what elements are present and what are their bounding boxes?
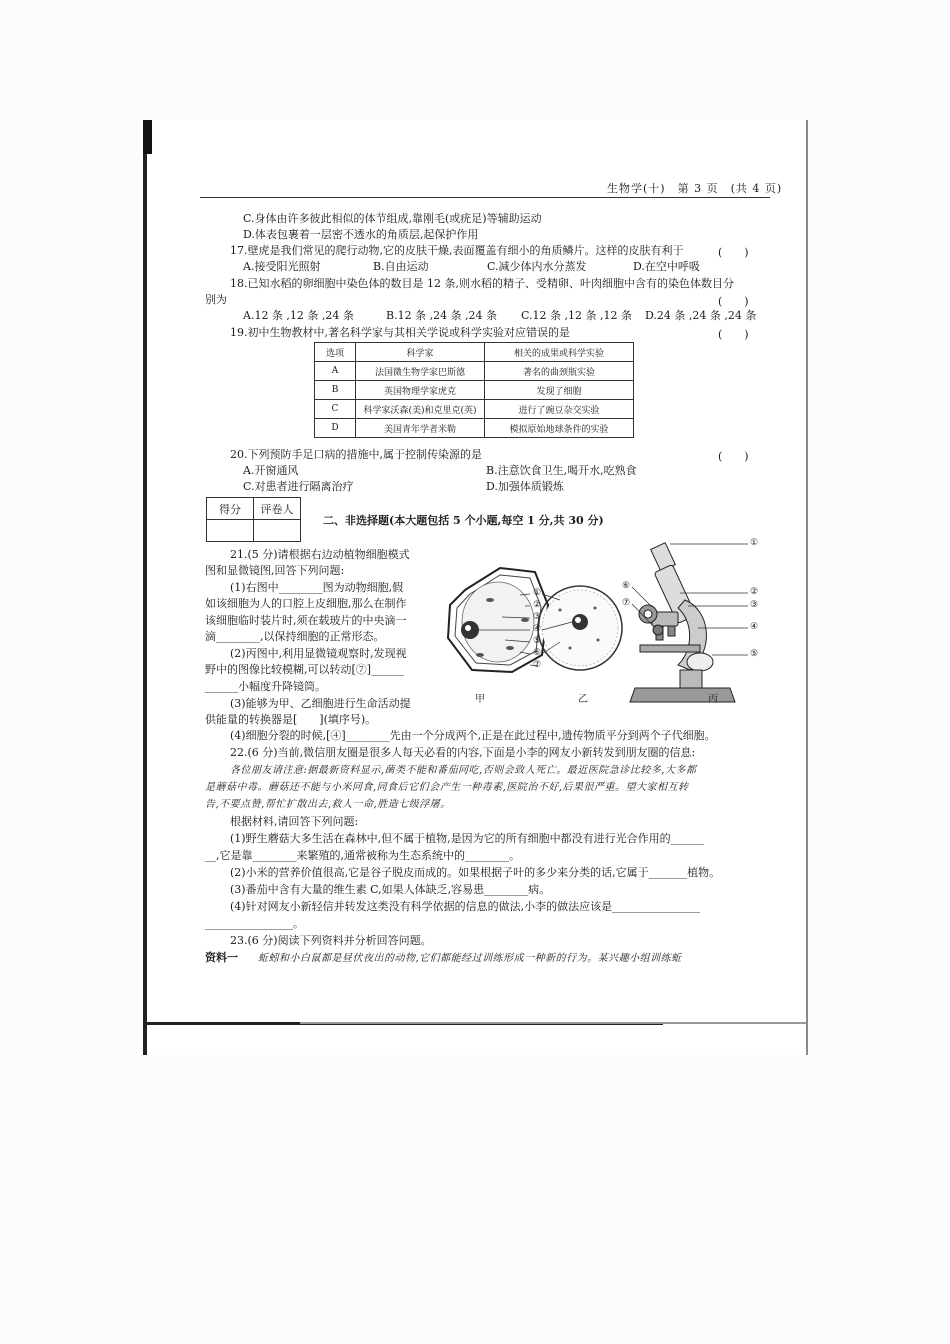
table-cell: 进行了豌豆杂交实验 xyxy=(485,400,634,419)
scope-label-4: ④ xyxy=(750,622,759,632)
q21-stem: 21.(5 分)请根据右边动植物细胞模式 xyxy=(230,548,410,561)
q17-option-c: C.减少体内水分蒸发 xyxy=(487,260,587,273)
q20-option-d: D.加强体质锻炼 xyxy=(486,480,564,493)
q21-part2-l2: 野中的图像比较模糊,可以转动[⑦]______ xyxy=(205,663,405,676)
q22-part4-l2: ________________。 xyxy=(205,917,304,930)
score-cell xyxy=(207,520,254,542)
q18-stem-cont: 别为 xyxy=(205,293,227,306)
score-box xyxy=(206,497,301,542)
table-cell: A xyxy=(315,362,356,381)
caption-bing: 丙 xyxy=(708,694,718,705)
table-cell: 模拟原始地球条件的实验 xyxy=(485,419,634,438)
cell-label-1: ① xyxy=(533,588,542,598)
caption-jia: 甲 xyxy=(475,694,485,705)
table-row xyxy=(315,419,634,438)
table-header-cell: 选项 xyxy=(315,343,356,362)
q20-option-a: A.开窗通风 xyxy=(243,464,299,477)
table-cell: 发现了细胞 xyxy=(485,381,634,400)
caption-yi: 乙 xyxy=(578,694,588,705)
q21-part2: (2)丙图中,利用显微镜观察时,发现视 xyxy=(230,647,407,660)
table-cell: 英国物理学家虎克 xyxy=(356,381,485,400)
cell-label-4: ④ xyxy=(533,624,542,634)
q21-part3: (3)能够为甲、乙细胞进行生命活动提 xyxy=(230,697,411,710)
q22-stem: 22.(6 分)当前,微信朋友圈是很多人每天必看的内容,下面是小李的网友小新转发到朋友圈的信息: xyxy=(230,746,696,759)
q16-option-d: D.体表包裹着一层密不透水的角质层,起保护作用 xyxy=(243,228,479,241)
table-cell: 著名的曲颈瓶实验 xyxy=(485,362,634,381)
page-right-border xyxy=(806,120,808,1055)
q21-stem-cont: 图和显微镜图,回答下列问题: xyxy=(205,564,345,577)
scope-label-6: ⑥ xyxy=(622,581,631,591)
header-rule xyxy=(200,197,770,198)
q19-answer-paren: ( ) xyxy=(718,328,749,341)
wechat-message-l3: 告,不要点赞,帮忙扩散出去,救人一命,胜造七级浮屠。 xyxy=(205,799,451,810)
table-cell: C xyxy=(315,400,356,419)
table-header-cell: 科学家 xyxy=(356,343,485,362)
q22-part1-l2: __,它是靠________来繁殖的,通常被称为生态系统中的________。 xyxy=(205,849,520,862)
table-header-row xyxy=(315,343,634,362)
q18-stem: 18.已知水稻的卵细胞中染色体的数目是 12 条,则水稻的精子、受精卵、叶肉细胞中含有的染色体数目分 xyxy=(230,277,734,290)
section-two-title: 二、非选择题(本大题包括 5 个小题,每空 1 分,共 30 分) xyxy=(323,514,604,527)
page-header: 生物学(十) 第 3 页 (共 4 页) xyxy=(607,182,783,195)
score-label: 得分 xyxy=(207,498,254,520)
table-row xyxy=(315,381,634,400)
cell-label-6: ⑥ xyxy=(533,648,542,658)
q22-part2: (2)小米的营养价值很高,它是谷子脱皮而成的。如果根据子叶的多少来分类的话,它属于_______植物。 xyxy=(230,866,721,879)
q21-part1: (1)右图中________图为动物细胞,假 xyxy=(230,581,404,594)
q23-stem: 23.(6 分)阅读下列资料并分析回答问题。 xyxy=(230,934,432,947)
table-header-cell: 相关的成果或科学实验 xyxy=(485,343,634,362)
q19-stem: 19.初中生物教材中,著名科学家与其相关学说或科学实验对应错误的是 xyxy=(230,326,570,339)
cell-label-7: ⑦ xyxy=(533,660,542,670)
table-cell: D xyxy=(315,419,356,438)
q17-option-a: A.接受阳光照射 xyxy=(243,260,321,273)
q20-option-b: B.注意饮食卫生,喝开水,吃熟食 xyxy=(486,464,637,477)
q21-part2-l3: ______小幅度升降镜筒。 xyxy=(205,680,326,693)
table-row xyxy=(315,400,634,419)
q18-answer-paren: ( ) xyxy=(718,295,749,308)
page-corner-mark xyxy=(143,120,152,154)
q21-part1-l3: 该细胞临时装片时,须在载玻片的中央滴一 xyxy=(205,614,407,627)
q18-option-b: B.12 条 ,24 条 ,24 条 xyxy=(386,309,498,322)
q21-part3-l2: 供能量的转换器是[ ](填序号)。 xyxy=(205,713,377,726)
q18-option-d: D.24 条 ,24 条 ,24 条 xyxy=(645,309,757,322)
q22-part4: (4)针对网友小新轻信并转发这类没有科学依据的信息的做法,小李的做法应该是________________ xyxy=(230,900,701,913)
cell-microscope-figure xyxy=(430,530,770,715)
q18-option-c: C.12 条 ,12 条 ,12 条 xyxy=(521,309,632,322)
scope-label-5: ⑤ xyxy=(750,649,759,659)
page-left-border xyxy=(143,120,147,1055)
q22-intro: 根据材料,请回答下列问题: xyxy=(230,815,359,828)
wechat-message-l1: 各位朋友请注意:据最新资料显示,菌类不能和番茄同吃,否则会致人死亡。最近医院急诊比较多,大多都 xyxy=(230,765,697,776)
scope-label-7: ⑦ xyxy=(622,598,631,608)
q20-answer-paren: ( ) xyxy=(718,450,749,463)
q18-option-a: A.12 条 ,12 条 ,24 条 xyxy=(243,309,354,322)
microscope-diagram xyxy=(630,543,735,702)
q20-stem: 20.下列预防手足口病的措施中,属于控制传染源的是 xyxy=(230,448,482,461)
q22-part3: (3)番茄中含有大量的维生素 C,如果人体缺乏,容易患________病。 xyxy=(230,883,551,896)
grader-cell xyxy=(254,520,301,542)
cell-label-5: ⑤ xyxy=(533,636,542,646)
table-cell: 科学家沃森(美)和克里克(英) xyxy=(356,400,485,419)
table-cell: 法国微生物学家巴斯德 xyxy=(356,362,485,381)
q17-option-b: B.自由运动 xyxy=(373,260,429,273)
material-one-text: 蚯蚓和小白鼠都是昼伏夜出的动物,它们都能经过训练形成一种新的行为。某兴趣小组训练蚯 xyxy=(258,953,682,964)
wechat-message-l2: 是蘑菇中毒。蘑菇还不能与小米同食,同食后它们会产生一种毒素,医院治不好,后果很严重。望大家相互转 xyxy=(205,782,689,793)
page-bottom-border-light xyxy=(300,1022,807,1024)
q17-answer-paren: ( ) xyxy=(718,246,749,259)
scope-label-2: ② xyxy=(750,587,759,597)
cell-label-2: ② xyxy=(533,600,542,610)
material-one-label: 资料一 xyxy=(205,951,238,964)
q17-option-d: D.在空中呼吸 xyxy=(633,260,700,273)
q22-part1: (1)野生蘑菇大多生活在森林中,但不属于植物,是因为它的所有细胞中都没有进行光合作用的______ xyxy=(230,832,704,845)
table-cell: 美国青年学者米勒 xyxy=(356,419,485,438)
table-cell: B xyxy=(315,381,356,400)
q16-option-c: C.身体由许多彼此相似的体节组成,靠刚毛(或疣足)等辅助运动 xyxy=(243,212,542,225)
scientist-table xyxy=(314,342,634,438)
q21-part1-l2: 如该细胞为人的口腔上皮细胞,那么在制作 xyxy=(205,597,407,610)
scope-label-1: ① xyxy=(750,538,759,548)
q21-part1-l4: 滴________,以保持细胞的正常形态。 xyxy=(205,630,385,643)
q17-stem: 17.壁虎是我们常见的爬行动物,它的皮肤干燥,表面覆盖有细小的角质鳞片。这样的皮肤有利于 xyxy=(230,244,684,257)
cell-label-3: ③ xyxy=(533,612,542,622)
grader-label: 评卷人 xyxy=(254,498,301,520)
scope-label-3: ③ xyxy=(750,600,759,610)
table-row xyxy=(315,362,634,381)
q21-part4: (4)细胞分裂的时候,[④]________先由一个分成两个,正是在此过程中,遗传物质平分到两个子代细胞。 xyxy=(230,729,716,742)
q20-option-c: C.对患者进行隔离治疗 xyxy=(243,480,354,493)
